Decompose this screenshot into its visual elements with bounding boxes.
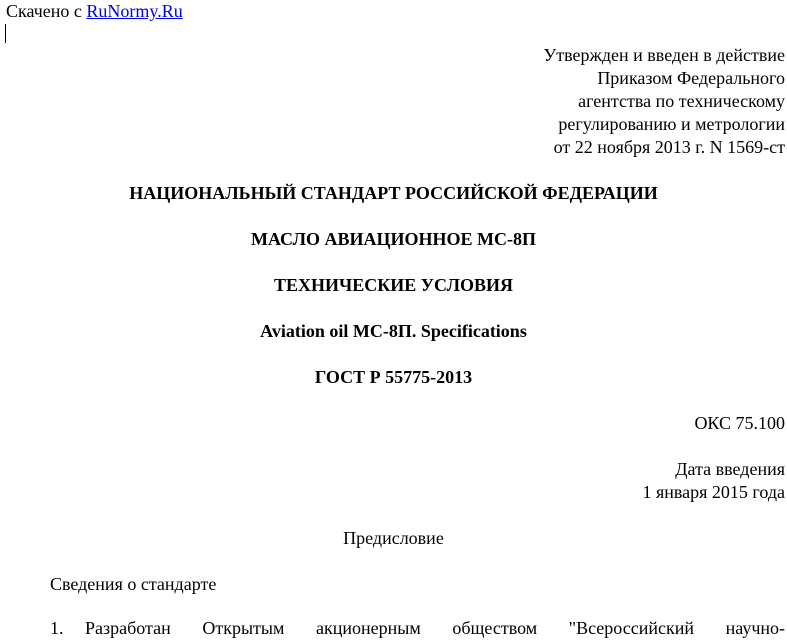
approval-line-3: агентства по техническому <box>578 91 785 111</box>
runormy-link[interactable]: RuNormy.Ru <box>86 1 183 21</box>
conditions-title: ТЕХНИЧЕСКИЕ УСЛОВИЯ <box>274 275 513 295</box>
approval-line-5: от 22 ноября 2013 г. N 1569-ст <box>553 137 785 157</box>
info-heading: Сведения о стандарте <box>50 574 217 594</box>
approval-line-2: Приказом Федерального <box>597 68 785 88</box>
item-number: 1. <box>50 618 64 638</box>
list-item <box>50 617 785 640</box>
download-prefix: Скачено с <box>6 1 87 21</box>
standard-title: НАЦИОНАЛЬНЫЙ СТАНДАРТ РОССИЙСКОЙ ФЕДЕРАЦИИ <box>129 183 658 203</box>
approval-line-1: Утвержден и введен в действие <box>543 45 785 65</box>
intro-date-value: 1 января 2015 года <box>642 482 785 502</box>
download-source-line <box>6 0 183 23</box>
intro-date-label: Дата введения <box>675 459 785 479</box>
item-text: Разработан Открытым акционерным обществом "Всероссийский научно- <box>85 618 785 638</box>
approval-block <box>543 44 785 159</box>
oks-code: ОКС 75.100 <box>694 413 785 433</box>
english-title: Aviation oil MC-8П. Specifications <box>260 321 527 341</box>
product-title: МАСЛО АВИАЦИОННОЕ МС-8П <box>250 229 537 249</box>
preface-heading: Предисловие <box>343 528 444 548</box>
gost-number: ГОСТ Р 55775-2013 <box>314 367 473 387</box>
approval-line-4: регулированию и метрологии <box>558 114 785 134</box>
text-cursor <box>5 24 6 43</box>
